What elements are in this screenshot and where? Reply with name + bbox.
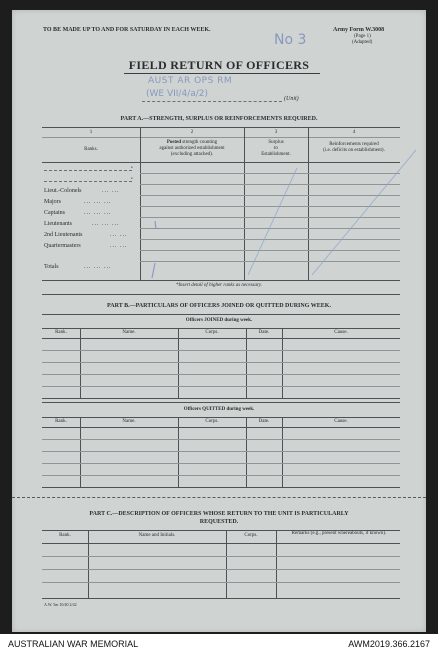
joined-row-rule — [42, 374, 400, 375]
footer-institution: AUSTRALIAN WAR MEMORIAL — [8, 638, 139, 649]
part-c-heading — [12, 510, 426, 526]
handwritten-unit-name: AUST AR OPS RM — [148, 76, 233, 86]
surplus-line-3: Establishment. — [261, 152, 291, 157]
leader-dots: ... ... ... — [84, 199, 112, 205]
posted-line-3: (excluding attached). — [170, 152, 214, 157]
quitted-col-divider — [246, 417, 247, 487]
fold-line — [12, 497, 426, 498]
rank-quartermasters: Quartermasters — [44, 243, 81, 249]
print-code: A.W. 5m 10/40 2/42 — [44, 602, 77, 607]
handwritten-unit-ref: (WE VII/4/a/2) — [146, 89, 208, 99]
joined-col-name: Name. — [122, 330, 136, 335]
posted-line-2: against authorized establishment — [159, 146, 225, 151]
handwritten-strokes-part-a — [12, 10, 426, 310]
part-b-top-rule — [42, 314, 400, 315]
quitted-heading: Officers QUITTED during week. — [183, 407, 255, 412]
quitted-row-rule — [42, 439, 400, 440]
quitted-top-rule — [42, 402, 400, 403]
col-number-3: 3 — [274, 130, 278, 135]
quitted-row-rule — [42, 475, 400, 476]
quitted-col-corps: Corps. — [205, 419, 219, 424]
ranks-header: Ranks. — [84, 147, 98, 152]
part-c-col-remarks: Remarks (e.g., present whereabouts, if known). — [291, 531, 387, 536]
quitted-col-cause: Cause. — [334, 419, 348, 424]
rank-lieutenants: Lieutenants — [44, 221, 72, 227]
leader-dots: ... ... — [102, 188, 120, 194]
quitted-header-top-rule — [42, 417, 400, 418]
part-c-col-divider — [276, 530, 277, 598]
quitted-col-divider — [178, 417, 179, 487]
part-b-heading: PART B.—PARTICULARS OF OFFICERS JOINED OR QUITTED DURING WEEK. — [107, 303, 331, 309]
leader-dots: ... ... — [110, 243, 128, 249]
rank-captains: Captains — [44, 210, 65, 216]
reinf-line-2: (i.e. deficits on establishment). — [323, 148, 385, 153]
unit-label: (Unit) — [284, 96, 299, 102]
part-c-col-corps: Corps. — [244, 533, 258, 538]
instruction-text: TO BE MADE UP TO AND FOR SATURDAY IN EACH WEEK. — [43, 27, 211, 33]
totals-label: Totals — [44, 264, 59, 270]
joined-col-divider — [282, 328, 283, 398]
joined-row-rule — [42, 362, 400, 363]
quitted-row-rule — [42, 463, 400, 464]
form-sheet — [12, 10, 426, 632]
quitted-col-divider — [282, 417, 283, 487]
form-title: FIELD RETURN OF OFFICERS — [128, 58, 310, 72]
page-ref: (Page 1) — [354, 34, 371, 39]
quitted-col-rank: Rank. — [55, 419, 67, 424]
part-c-bottom-rule — [42, 598, 400, 599]
joined-heading: Officers JOINED during week. — [185, 318, 253, 323]
part-c-col-rank: Rank. — [59, 533, 71, 538]
part-c-row-rule — [42, 582, 400, 583]
archive-footer — [0, 634, 438, 653]
asterisk-mark: • — [131, 177, 133, 182]
leader-dots: ... ... ... — [84, 264, 112, 270]
joined-col-date: Date. — [258, 330, 270, 335]
joined-header-top-rule — [42, 328, 400, 329]
quitted-col-name: Name. — [122, 419, 136, 424]
rank-majors: Majors — [44, 199, 61, 205]
leader-dots: ... ... — [110, 232, 128, 238]
footer-accession-number: AWM2019.366.2167 — [348, 638, 430, 649]
quitted-col-date: Date. — [258, 419, 270, 424]
quitted-bottom-rule — [42, 487, 400, 488]
joined-row-rule — [42, 386, 400, 387]
part-c-heading-line-2: REQUESTED. — [199, 519, 239, 525]
leader-dots: ... ... ... — [92, 221, 120, 227]
part-c-col-divider — [88, 530, 89, 598]
joined-bottom-rule — [42, 398, 400, 399]
rank-2nd-lieutenants: 2nd Lieutenants — [44, 232, 83, 238]
part-c-col-name: Name and Initials. — [138, 533, 176, 538]
joined-col-cause: Cause. — [334, 330, 348, 335]
handwritten-sheet-number: No 3 — [274, 32, 307, 48]
adapted-note: (Adapted) — [352, 40, 373, 45]
col-number-1: 1 — [89, 130, 93, 135]
surplus-line-1: Surplus — [268, 140, 284, 145]
posted-bold: Posted — [166, 140, 182, 145]
part-c-row-rule — [42, 556, 400, 557]
joined-header-rule — [42, 338, 400, 339]
joined-row-rule — [42, 350, 400, 351]
part-c-col-divider — [226, 530, 227, 598]
posted-rest: strength counting — [182, 140, 218, 145]
part-c-row-rule — [42, 569, 400, 570]
part-a-footnote: *Insert detail of higher ranks as necessary. — [175, 283, 263, 288]
part-c-header-rule — [42, 543, 400, 544]
part-a-heading: PART A.—STRENGTH, SURPLUS OR REINFORCEMENTS REQUIRED. — [120, 116, 318, 122]
quitted-col-divider — [80, 417, 81, 487]
joined-col-divider — [80, 328, 81, 398]
joined-col-corps: Corps. — [205, 330, 219, 335]
col-number-2: 2 — [190, 130, 194, 135]
part-c-heading-line-1: PART C.—DESCRIPTION OF OFFICERS WHOSE RETURN TO THE UNIT IS PARTICULARLY — [89, 511, 349, 517]
part-a-end-rule — [42, 294, 400, 295]
quitted-row-rule — [42, 451, 400, 452]
joined-col-divider — [246, 328, 247, 398]
joined-col-rank: Rank. — [55, 330, 67, 335]
form-number: Army Form W.3008 — [333, 27, 385, 33]
rank-lieut-colonels: Lieut.-Colonels — [44, 188, 82, 194]
surplus-line-2: to — [274, 146, 278, 151]
leader-dots: ... ... ... — [84, 210, 112, 216]
reinf-line-1: Reinforcements required — [329, 142, 379, 147]
quitted-header-rule — [42, 427, 400, 428]
asterisk-mark: • — [131, 166, 133, 171]
joined-col-divider — [178, 328, 179, 398]
col-number-4: 4 — [352, 130, 356, 135]
